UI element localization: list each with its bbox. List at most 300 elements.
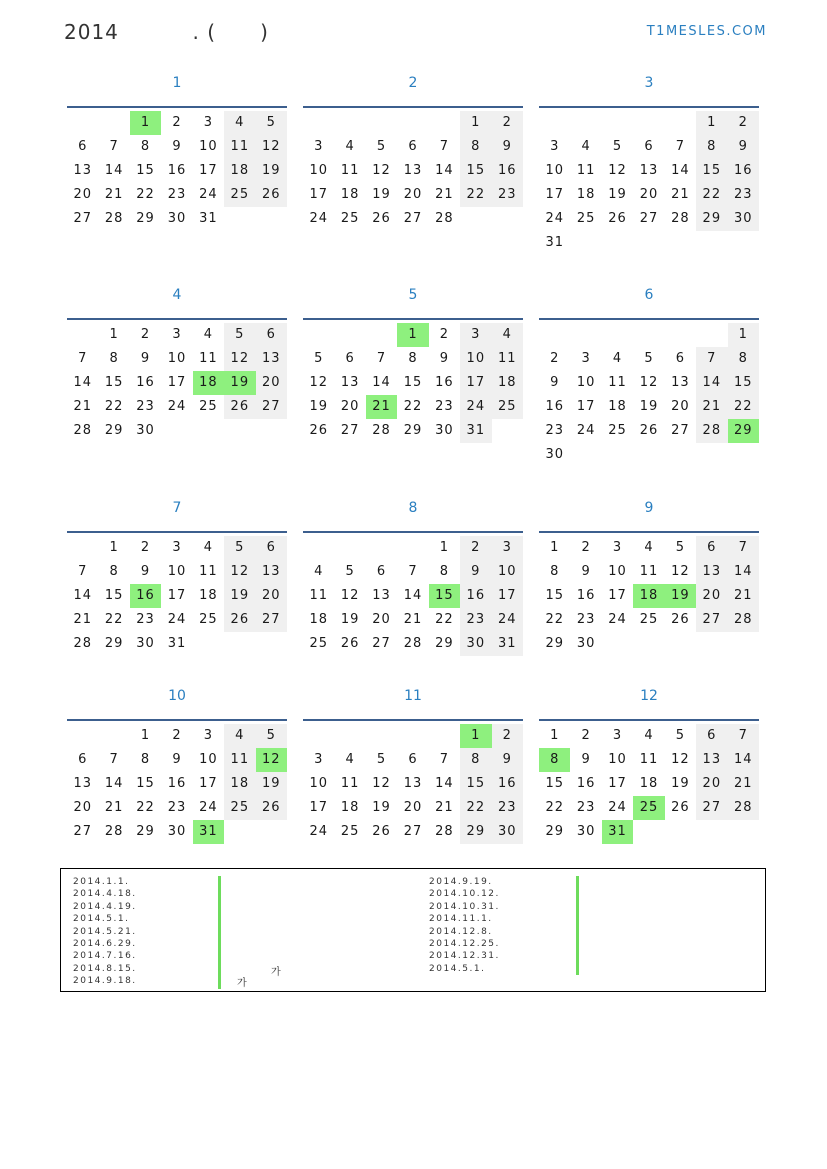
day-cell[interactable]: 26 (372, 211, 391, 226)
day-cell[interactable]: 23 (460, 608, 491, 632)
day-cell[interactable]: 7 (78, 351, 88, 366)
day-cell[interactable]: 11 (639, 752, 659, 767)
day-cell[interactable]: 20 (671, 399, 690, 414)
day-cell[interactable]: 25 (340, 211, 360, 226)
day-cell[interactable]: 15 (104, 375, 124, 390)
day-cell[interactable]: 18 (224, 159, 255, 183)
day-cell[interactable]: 22 (136, 187, 155, 202)
day-cell[interactable]: 27 (340, 423, 360, 438)
day-cell[interactable]: 14 (403, 588, 423, 603)
day-cell[interactable]: 21 (728, 584, 759, 608)
day-cell[interactable]: 30 (136, 423, 155, 438)
day-cell[interactable]: 21 (671, 187, 690, 202)
day-cell[interactable]: 4 (203, 327, 214, 342)
day-cell[interactable]: 29 (696, 207, 727, 231)
day-cell[interactable]: 17 (576, 399, 596, 414)
day-cell[interactable]: 25 (633, 796, 664, 820)
day-cell[interactable]: 3 (172, 327, 182, 342)
day-cell[interactable]: 30 (167, 824, 187, 839)
day-cell[interactable]: 13 (372, 588, 391, 603)
day-cell[interactable]: 5 (675, 540, 686, 555)
day-cell[interactable]: 29 (136, 824, 155, 839)
day-cell[interactable]: 18 (340, 187, 360, 202)
day-cell[interactable]: 3 (203, 115, 214, 130)
day-cell[interactable]: 8 (460, 135, 491, 159)
day-cell[interactable]: 30 (576, 824, 596, 839)
day-cell[interactable]: 29 (104, 636, 124, 651)
day-cell[interactable]: 24 (545, 211, 564, 226)
day-cell[interactable]: 8 (460, 748, 491, 772)
day-cell[interactable]: 10 (199, 752, 218, 767)
day-cell[interactable]: 30 (492, 820, 523, 844)
day-cell[interactable]: 16 (576, 776, 596, 791)
day-cell[interactable]: 10 (492, 560, 523, 584)
day-cell[interactable]: 28 (73, 636, 92, 651)
day-cell[interactable]: 11 (492, 347, 523, 371)
day-cell[interactable]: 24 (576, 423, 596, 438)
day-cell[interactable]: 12 (372, 163, 391, 178)
day-cell[interactable]: 7 (376, 351, 387, 366)
day-cell[interactable]: 17 (608, 776, 627, 791)
day-cell[interactable]: 7 (728, 724, 759, 748)
day-cell[interactable]: 12 (340, 588, 360, 603)
day-cell[interactable]: 11 (224, 748, 255, 772)
day-cell[interactable]: 9 (728, 135, 759, 159)
day-cell[interactable]: 29 (545, 636, 564, 651)
day-cell[interactable]: 6 (696, 724, 727, 748)
day-cell[interactable]: 1 (397, 323, 428, 347)
day-cell[interactable]: 11 (309, 588, 328, 603)
day-cell[interactable]: 20 (696, 584, 727, 608)
day-cell[interactable]: 11 (576, 163, 596, 178)
day-cell[interactable]: 7 (109, 139, 119, 154)
day-cell[interactable]: 14 (104, 776, 124, 791)
day-cell[interactable]: 2 (140, 540, 151, 555)
day-cell[interactable]: 1 (696, 111, 727, 135)
day-cell[interactable]: 15 (460, 159, 491, 183)
day-cell[interactable]: 24 (492, 608, 523, 632)
day-cell[interactable]: 15 (545, 776, 564, 791)
day-cell[interactable]: 17 (167, 588, 187, 603)
day-cell[interactable]: 28 (696, 419, 727, 443)
day-cell[interactable]: 11 (199, 564, 218, 579)
day-cell[interactable]: 15 (545, 588, 564, 603)
day-cell[interactable]: 12 (224, 347, 255, 371)
day-cell[interactable]: 4 (203, 540, 214, 555)
day-cell[interactable]: 4 (581, 139, 591, 154)
day-cell[interactable]: 1 (550, 540, 560, 555)
day-cell[interactable]: 21 (73, 399, 92, 414)
day-cell[interactable]: 20 (256, 371, 287, 395)
day-cell[interactable]: 18 (199, 588, 218, 603)
day-cell[interactable]: 30 (728, 207, 759, 231)
day-cell[interactable]: 7 (109, 752, 119, 767)
day-cell[interactable]: 27 (256, 608, 287, 632)
day-cell[interactable]: 25 (199, 612, 218, 627)
day-cell[interactable]: 16 (492, 772, 523, 796)
day-cell[interactable]: 10 (545, 163, 564, 178)
day-cell[interactable]: 4 (492, 323, 523, 347)
day-cell[interactable]: 19 (608, 187, 627, 202)
day-cell[interactable]: 17 (492, 584, 523, 608)
day-cell[interactable]: 22 (104, 612, 124, 627)
day-cell[interactable]: 27 (403, 211, 423, 226)
day-cell[interactable]: 9 (140, 351, 151, 366)
day-cell[interactable]: 18 (633, 584, 664, 608)
day-cell[interactable]: 29 (728, 419, 759, 443)
day-cell[interactable]: 5 (345, 564, 355, 579)
day-cell[interactable]: 19 (372, 800, 391, 815)
day-cell[interactable]: 14 (104, 163, 124, 178)
day-cell[interactable]: 5 (256, 724, 287, 748)
day-cell[interactable]: 14 (728, 748, 759, 772)
day-cell[interactable]: 15 (429, 584, 460, 608)
day-cell[interactable]: 24 (167, 399, 187, 414)
day-cell[interactable]: 5 (224, 323, 255, 347)
day-cell[interactable]: 1 (550, 728, 560, 743)
day-cell[interactable]: 23 (492, 796, 523, 820)
day-cell[interactable]: 19 (639, 399, 659, 414)
day-cell[interactable]: 19 (671, 776, 690, 791)
day-cell[interactable]: 10 (460, 347, 491, 371)
day-cell[interactable]: 28 (671, 211, 690, 226)
day-cell[interactable]: 20 (403, 800, 423, 815)
day-cell[interactable]: 9 (439, 351, 450, 366)
day-cell[interactable]: 13 (73, 163, 92, 178)
day-cell[interactable]: 1 (439, 540, 450, 555)
day-cell[interactable]: 28 (435, 211, 454, 226)
day-cell[interactable]: 17 (309, 800, 328, 815)
day-cell[interactable]: 22 (136, 800, 155, 815)
day-cell[interactable]: 25 (340, 824, 360, 839)
day-cell[interactable]: 11 (608, 375, 627, 390)
day-cell[interactable]: 14 (728, 560, 759, 584)
day-cell[interactable]: 27 (696, 608, 727, 632)
day-cell[interactable]: 21 (435, 187, 454, 202)
day-cell[interactable]: 28 (403, 636, 423, 651)
day-cell[interactable]: 14 (73, 375, 92, 390)
day-cell[interactable]: 3 (492, 536, 523, 560)
day-cell[interactable]: 16 (728, 159, 759, 183)
day-cell[interactable]: 28 (104, 824, 124, 839)
day-cell[interactable]: 16 (460, 584, 491, 608)
day-cell[interactable]: 26 (372, 824, 391, 839)
day-cell[interactable]: 24 (199, 187, 218, 202)
day-cell[interactable]: 23 (136, 612, 155, 627)
day-cell[interactable]: 16 (136, 375, 155, 390)
day-cell[interactable]: 8 (696, 135, 727, 159)
day-cell[interactable]: 18 (224, 772, 255, 796)
day-cell[interactable]: 17 (309, 187, 328, 202)
day-cell[interactable]: 4 (644, 728, 654, 743)
day-cell[interactable]: 12 (671, 564, 690, 579)
day-cell[interactable]: 8 (109, 564, 119, 579)
day-cell[interactable]: 6 (644, 139, 654, 154)
day-cell[interactable]: 27 (696, 796, 727, 820)
day-cell[interactable]: 14 (435, 163, 454, 178)
day-cell[interactable]: 29 (136, 211, 155, 226)
day-cell[interactable]: 5 (256, 111, 287, 135)
day-cell[interactable]: 6 (256, 323, 287, 347)
day-cell[interactable]: 11 (340, 776, 360, 791)
day-cell[interactable]: 21 (728, 772, 759, 796)
day-cell[interactable]: 2 (172, 115, 182, 130)
day-cell[interactable]: 18 (340, 800, 360, 815)
day-cell[interactable]: 28 (73, 423, 92, 438)
day-cell[interactable]: 31 (199, 211, 218, 226)
day-cell[interactable]: 15 (460, 772, 491, 796)
day-cell[interactable]: 1 (460, 111, 491, 135)
day-cell[interactable]: 12 (256, 748, 287, 772)
day-cell[interactable]: 9 (172, 139, 182, 154)
day-cell[interactable]: 20 (256, 584, 287, 608)
day-cell[interactable]: 9 (460, 560, 491, 584)
day-cell[interactable]: 21 (104, 800, 124, 815)
day-cell[interactable]: 24 (167, 612, 187, 627)
day-cell[interactable]: 11 (199, 351, 218, 366)
day-cell[interactable]: 30 (545, 447, 564, 462)
day-cell[interactable]: 27 (73, 824, 92, 839)
day-cell[interactable]: 3 (581, 351, 591, 366)
day-cell[interactable]: 14 (372, 375, 391, 390)
day-cell[interactable]: 31 (545, 235, 564, 250)
day-cell[interactable]: 23 (136, 399, 155, 414)
day-cell[interactable]: 6 (78, 139, 88, 154)
day-cell[interactable]: 26 (256, 183, 287, 207)
day-cell[interactable]: 10 (199, 139, 218, 154)
day-cell[interactable]: 13 (696, 748, 727, 772)
day-cell[interactable]: 9 (492, 135, 523, 159)
day-cell[interactable]: 5 (675, 728, 686, 743)
day-cell[interactable]: 16 (435, 375, 454, 390)
day-cell[interactable]: 2 (581, 540, 591, 555)
day-cell[interactable]: 2 (728, 111, 759, 135)
day-cell[interactable]: 10 (167, 351, 187, 366)
day-cell[interactable]: 23 (167, 187, 187, 202)
day-cell[interactable]: 26 (608, 211, 627, 226)
day-cell[interactable]: 23 (492, 183, 523, 207)
day-cell[interactable]: 11 (224, 135, 255, 159)
day-cell[interactable]: 25 (224, 183, 255, 207)
day-cell[interactable]: 28 (435, 824, 454, 839)
day-cell[interactable]: 28 (372, 423, 391, 438)
day-cell[interactable]: 30 (136, 636, 155, 651)
day-cell[interactable]: 28 (728, 608, 759, 632)
day-cell[interactable]: 23 (576, 612, 596, 627)
day-cell[interactable]: 6 (408, 139, 418, 154)
day-cell[interactable]: 23 (545, 423, 564, 438)
day-cell[interactable]: 8 (140, 752, 151, 767)
day-cell[interactable]: 27 (639, 211, 659, 226)
day-cell[interactable]: 26 (224, 395, 255, 419)
day-cell[interactable]: 4 (644, 540, 654, 555)
day-cell[interactable]: 12 (224, 560, 255, 584)
day-cell[interactable]: 23 (728, 183, 759, 207)
day-cell[interactable]: 29 (435, 636, 454, 651)
day-cell[interactable]: 3 (203, 728, 214, 743)
day-cell[interactable]: 23 (435, 399, 454, 414)
day-cell[interactable]: 6 (408, 752, 418, 767)
day-cell[interactable]: 18 (576, 187, 596, 202)
day-cell[interactable]: 10 (608, 564, 627, 579)
day-cell[interactable]: 29 (104, 423, 124, 438)
day-cell[interactable]: 7 (408, 564, 418, 579)
day-cell[interactable]: 27 (73, 211, 92, 226)
day-cell[interactable]: 19 (372, 187, 391, 202)
day-cell[interactable]: 24 (608, 800, 627, 815)
day-cell[interactable]: 19 (340, 612, 360, 627)
day-cell[interactable]: 1 (130, 111, 161, 135)
day-cell[interactable]: 2 (581, 728, 591, 743)
day-cell[interactable]: 13 (696, 560, 727, 584)
day-cell[interactable]: 9 (550, 375, 560, 390)
day-cell[interactable]: 13 (256, 560, 287, 584)
day-cell[interactable]: 31 (492, 632, 523, 656)
day-cell[interactable]: 12 (256, 135, 287, 159)
day-cell[interactable]: 15 (403, 375, 423, 390)
day-cell[interactable]: 6 (376, 564, 387, 579)
day-cell[interactable]: 17 (545, 187, 564, 202)
day-cell[interactable]: 13 (403, 776, 423, 791)
day-cell[interactable]: 31 (167, 636, 187, 651)
day-cell[interactable]: 12 (372, 776, 391, 791)
day-cell[interactable]: 17 (199, 163, 218, 178)
day-cell[interactable]: 29 (403, 423, 423, 438)
day-cell[interactable]: 16 (167, 776, 187, 791)
day-cell[interactable]: 13 (639, 163, 659, 178)
day-cell[interactable]: 24 (309, 824, 328, 839)
day-cell[interactable]: 19 (665, 584, 696, 608)
day-cell[interactable]: 2 (460, 536, 491, 560)
day-cell[interactable]: 7 (675, 139, 686, 154)
day-cell[interactable]: 31 (602, 820, 633, 844)
day-cell[interactable]: 5 (314, 351, 324, 366)
day-cell[interactable]: 10 (608, 752, 627, 767)
day-cell[interactable]: 3 (172, 540, 182, 555)
day-cell[interactable]: 4 (224, 724, 255, 748)
day-cell[interactable]: 3 (612, 728, 623, 743)
day-cell[interactable]: 4 (224, 111, 255, 135)
day-cell[interactable]: 9 (140, 564, 151, 579)
day-cell[interactable]: 17 (460, 371, 491, 395)
day-cell[interactable]: 1 (109, 540, 119, 555)
day-cell[interactable]: 21 (696, 395, 727, 419)
day-cell[interactable]: 2 (492, 111, 523, 135)
day-cell[interactable]: 18 (193, 371, 224, 395)
day-cell[interactable]: 20 (73, 187, 92, 202)
day-cell[interactable]: 12 (639, 375, 659, 390)
day-cell[interactable]: 8 (109, 351, 119, 366)
day-cell[interactable]: 30 (167, 211, 187, 226)
day-cell[interactable]: 22 (696, 183, 727, 207)
day-cell[interactable]: 24 (309, 211, 328, 226)
day-cell[interactable]: 30 (460, 632, 491, 656)
day-cell[interactable]: 21 (73, 612, 92, 627)
day-cell[interactable]: 8 (140, 139, 151, 154)
day-cell[interactable]: 6 (256, 536, 287, 560)
day-cell[interactable]: 16 (130, 584, 161, 608)
day-cell[interactable]: 7 (439, 139, 450, 154)
day-cell[interactable]: 26 (256, 796, 287, 820)
day-cell[interactable]: 7 (728, 536, 759, 560)
day-cell[interactable]: 13 (403, 163, 423, 178)
day-cell[interactable]: 24 (608, 612, 627, 627)
day-cell[interactable]: 25 (224, 796, 255, 820)
day-cell[interactable]: 15 (728, 371, 759, 395)
day-cell[interactable]: 5 (612, 139, 623, 154)
day-cell[interactable]: 14 (435, 776, 454, 791)
day-cell[interactable]: 2 (550, 351, 560, 366)
day-cell[interactable]: 10 (309, 776, 328, 791)
day-cell[interactable]: 2 (172, 728, 182, 743)
day-cell[interactable]: 21 (435, 800, 454, 815)
day-cell[interactable]: 23 (576, 800, 596, 815)
day-cell[interactable]: 9 (581, 564, 591, 579)
day-cell[interactable]: 2 (492, 724, 523, 748)
day-cell[interactable]: 3 (612, 540, 623, 555)
day-cell[interactable]: 3 (550, 139, 560, 154)
day-cell[interactable]: 9 (172, 752, 182, 767)
day-cell[interactable]: 13 (73, 776, 92, 791)
day-cell[interactable]: 13 (256, 347, 287, 371)
day-cell[interactable]: 5 (224, 536, 255, 560)
day-cell[interactable]: 20 (73, 800, 92, 815)
day-cell[interactable]: 23 (167, 800, 187, 815)
day-cell[interactable]: 16 (167, 163, 187, 178)
day-cell[interactable]: 4 (612, 351, 623, 366)
day-cell[interactable]: 28 (728, 796, 759, 820)
day-cell[interactable]: 14 (696, 371, 727, 395)
day-cell[interactable]: 15 (696, 159, 727, 183)
site-logo[interactable]: T1MESLES.COM (646, 24, 767, 39)
day-cell[interactable]: 26 (639, 423, 659, 438)
day-cell[interactable]: 31 (460, 419, 491, 443)
day-cell[interactable]: 26 (224, 608, 255, 632)
day-cell[interactable]: 21 (366, 395, 397, 419)
day-cell[interactable]: 22 (728, 395, 759, 419)
day-cell[interactable]: 22 (403, 399, 423, 414)
day-cell[interactable]: 6 (675, 351, 686, 366)
day-cell[interactable]: 5 (644, 351, 654, 366)
day-cell[interactable]: 17 (608, 588, 627, 603)
day-cell[interactable]: 30 (435, 423, 454, 438)
day-cell[interactable]: 20 (696, 772, 727, 796)
day-cell[interactable]: 1 (109, 327, 119, 342)
day-cell[interactable]: 21 (104, 187, 124, 202)
day-cell[interactable]: 12 (309, 375, 328, 390)
day-cell[interactable]: 4 (314, 564, 324, 579)
day-cell[interactable]: 10 (309, 163, 328, 178)
day-cell[interactable]: 28 (104, 211, 124, 226)
day-cell[interactable]: 27 (403, 824, 423, 839)
day-cell[interactable]: 29 (460, 820, 491, 844)
day-cell[interactable]: 16 (576, 588, 596, 603)
day-cell[interactable]: 4 (345, 752, 355, 767)
day-cell[interactable]: 22 (460, 183, 491, 207)
day-cell[interactable]: 27 (256, 395, 287, 419)
day-cell[interactable]: 22 (545, 612, 564, 627)
day-cell[interactable]: 7 (696, 347, 727, 371)
day-cell[interactable]: 3 (460, 323, 491, 347)
day-cell[interactable]: 29 (545, 824, 564, 839)
day-cell[interactable]: 9 (581, 752, 591, 767)
day-cell[interactable]: 22 (460, 796, 491, 820)
day-cell[interactable]: 8 (439, 564, 450, 579)
day-cell[interactable]: 8 (539, 748, 570, 772)
day-cell[interactable]: 3 (314, 139, 324, 154)
day-cell[interactable]: 11 (340, 163, 360, 178)
day-cell[interactable]: 7 (78, 564, 88, 579)
